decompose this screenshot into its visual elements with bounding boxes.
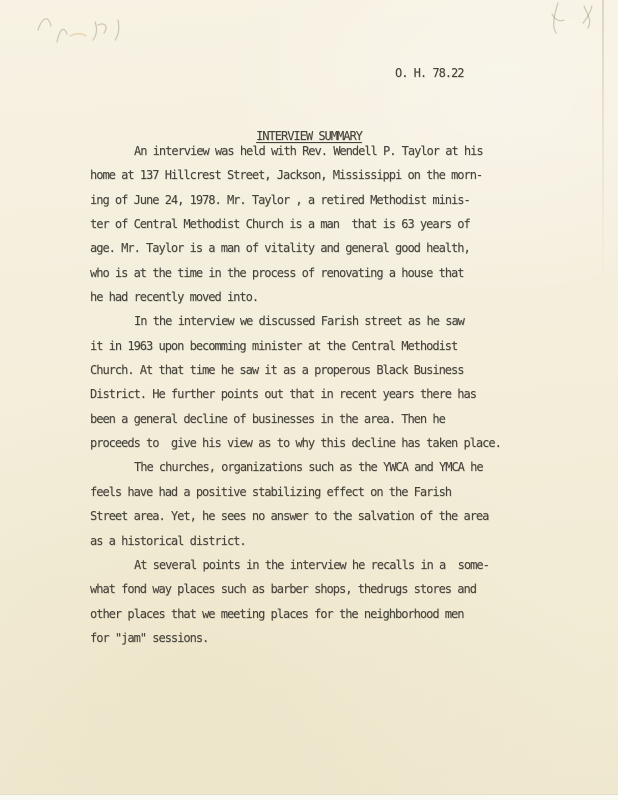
paragraph xyxy=(90,139,580,309)
paragraph xyxy=(90,455,580,552)
scan-edge xyxy=(0,794,618,800)
document-title: INTERVIEW SUMMARY xyxy=(256,129,362,143)
text-line: been a general decline of businesses in the area. Then he xyxy=(90,411,445,426)
text-line: what fond way places such as barber shops, thedrugs stores and xyxy=(90,582,476,597)
text-line: District. He further points out that in recent years there has xyxy=(90,387,476,402)
reference-number: O. H. 78.22 xyxy=(395,66,464,80)
text-line: home at 137 Hillcrest Street, Jackson, Mississippi on the morn- xyxy=(90,168,483,183)
paragraph xyxy=(90,309,580,455)
text-line: In the interview we discussed Farish street as he saw xyxy=(134,314,464,329)
text-line: Street area. Yet, he sees no answer to the salvation of the area xyxy=(90,509,489,524)
text-line: An interview was held with Rev. Wendell P. Taylor at his xyxy=(134,144,483,158)
text-line: for "jam" sessions. xyxy=(90,630,209,645)
paper-crease xyxy=(602,0,604,290)
text-line: feels have had a positive stabilizing effect on the Farish xyxy=(90,484,452,499)
text-line: Church. At that time he saw it as a properous Black Business xyxy=(90,363,464,378)
text-line: he had recently moved into. xyxy=(90,290,259,305)
text-line: it in 1963 upon becomming minister at the Central Methodist xyxy=(90,338,458,353)
text-line: as a historical district. xyxy=(90,533,246,548)
text-line: The churches, organizations such as the YWCA and YMCA he xyxy=(134,460,483,475)
text-line: At several points in the interview he recalls in a some- xyxy=(134,557,489,572)
text-line: other places that we meeting places for the neighborhood men xyxy=(90,606,464,621)
text-line: ing of June 24, 1978. Mr. Taylor , a retired Methodist minis- xyxy=(90,192,470,207)
text-line: who is at the time in the process of renovating a house that xyxy=(90,265,464,280)
text-line: ter of Central Methodist Church is a man that is 63 years of xyxy=(90,217,470,232)
paragraph xyxy=(90,553,580,650)
text-line: proceeds to give his view as to why this decline has taken place. xyxy=(90,436,501,451)
text-line: age. Mr. Taylor is a man of vitality and general good health, xyxy=(90,241,470,256)
document-body xyxy=(90,139,580,650)
